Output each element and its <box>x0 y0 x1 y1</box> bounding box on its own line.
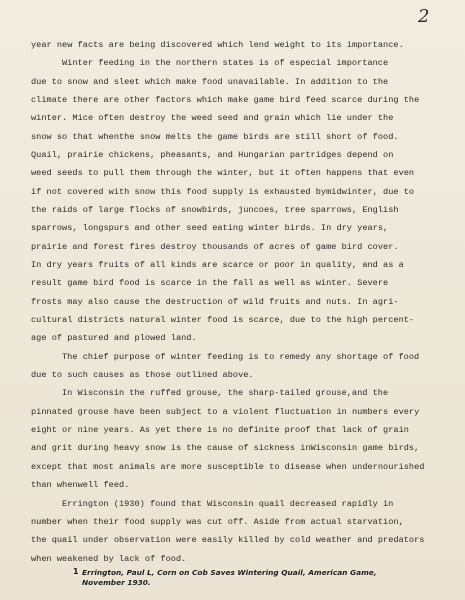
text-line: and grit during heavy snow is the cause of sickness inWisconsin game birds, <box>31 443 420 453</box>
text-line: except that most animals are more susceptible to disease when undernourished <box>31 462 425 472</box>
text-line: Errington (1930) found that Wisconsin quail decreased rapidly in <box>62 499 394 509</box>
footnote-mark: 1 <box>73 567 79 576</box>
text-line: pinnated grouse have been subject to a violent fluctuation in numbers every <box>31 407 420 417</box>
text-line: climate there are other factors which make game bird feed scarce during the <box>31 95 420 105</box>
text-line: due to snow and sleet which make food unavailable. In addition to the <box>31 77 389 87</box>
text-line: cultural districts natural winter food is scarce, due to the high percent- <box>31 315 415 325</box>
handwritten-footnote-line: Errington, Paul L, Corn on Cob Saves Wintering Quail, American Game, <box>82 568 377 577</box>
text-line: when weakened by lack of food. <box>31 554 187 564</box>
text-line: winter. Mice often destroy the weed seed and grain which lie under the <box>31 113 394 123</box>
text-line: if not covered with snow this food supply is exhausted bymidwinter, due to <box>31 187 415 197</box>
text-line: year new facts are being discovered which lend weight to its importance. <box>31 40 404 50</box>
text-line: Winter feeding in the northern states is of especial importance <box>62 58 389 68</box>
text-line: the quail under observation were easily killed by cold weather and predators <box>31 535 425 545</box>
handwritten-footnote-line: November 1930. <box>82 578 151 587</box>
text-line: weed seeds to pull them through the winter, but it often happens that even <box>31 168 415 178</box>
text-line: result game bird food is scarce in the fall as well as winter. Severe <box>31 278 389 288</box>
text-line: prairie and forest fires destroy thousands of acres of game bird cover. <box>31 242 399 252</box>
page-number: 2 <box>418 6 430 27</box>
text-line: In dry years fruits of all kinds are scarce or poor in quality, and as a <box>31 260 404 270</box>
text-line: sparrows, longspurs and other seed eating winter birds. In dry years, <box>31 223 389 233</box>
text-line: eight or nine years. As yet there is no definite proof that lack of grain <box>31 425 409 435</box>
text-line: number when their food supply was cut off. Aside from actual starvation, <box>31 517 404 527</box>
text-line: Quail, prairie chickens, pheasants, and Hungarian partridges depend on <box>31 150 394 160</box>
text-line: age of pastured and plowed land. <box>31 333 197 343</box>
text-line: frosts may also cause the destruction of wild fruits and nuts. In agri- <box>31 297 399 307</box>
text-line: due to such causes as those outlined above. <box>31 370 254 380</box>
text-line: snow so that whenthe snow melts the game birds are still short of food. <box>31 132 399 142</box>
text-line: The chief purpose of winter feeding is to remedy any shortage of food <box>62 352 420 362</box>
text-line: In Wisconsin the ruffed grouse, the sharp-tailed grouse,and the <box>62 388 389 398</box>
text-line: than whenwell feed. <box>31 480 130 490</box>
text-line: the raids of large flocks of snowbirds, juncoes, tree sparrows, English <box>31 205 399 215</box>
